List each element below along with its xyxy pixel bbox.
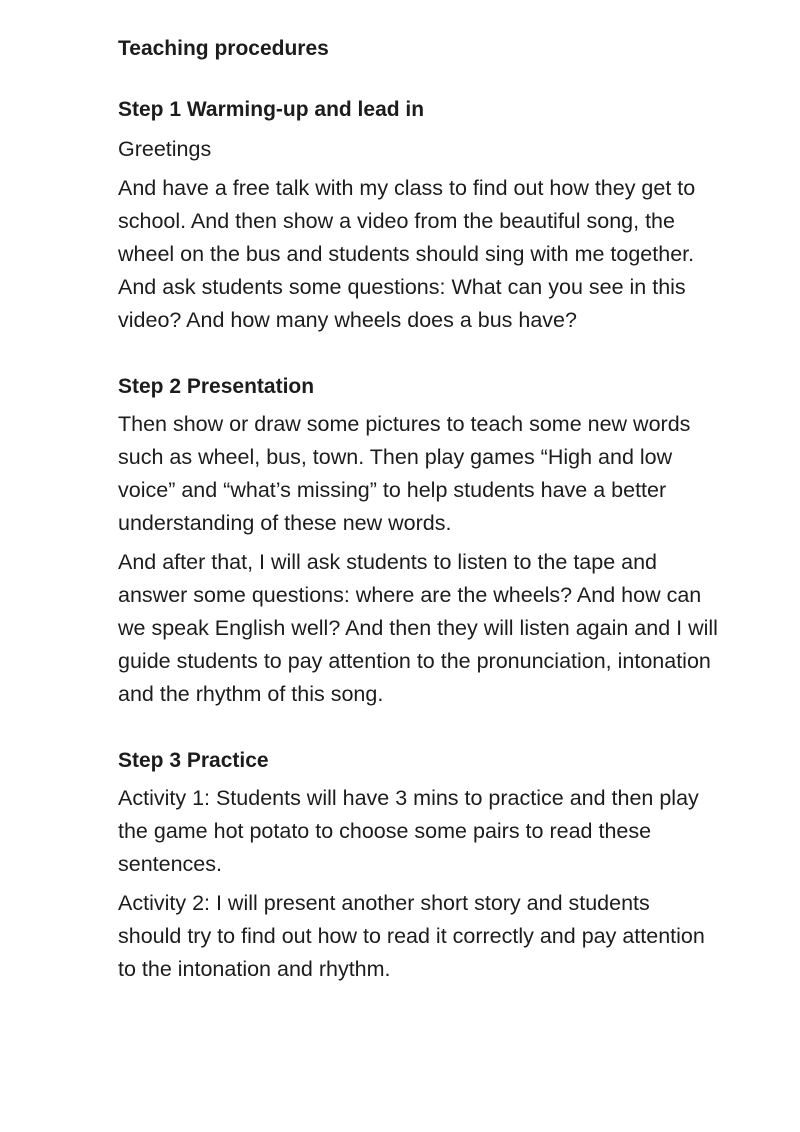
step-1-paragraph: And have a free talk with my class to find out how they get to school. And then show a video from the beautiful song, the wheel on the bus and students should sing with me together. And ask students some questions: What can you see in this video? And how many wheels does a bus have?	[118, 175, 696, 332]
step-2-paragraph: And after that, I will ask students to listen to the tape and answer some questions: where are the wheels? And how can we speak English well? And then they will listen again and I will guide students to pay attention to the pronunciation, intonation and the rhythm of this song.	[118, 549, 718, 706]
document-page	[118, 30, 718, 986]
step-2-section	[118, 373, 718, 711]
step-3-heading: Step 3 Practice	[118, 748, 269, 772]
step-1-heading: Step 1 Warming-up and lead in	[118, 98, 425, 122]
step-3-paragraph: Activity 1: Students will have 3 mins to practice and then play the game hot potato to choose some pairs to read these sentences.	[118, 786, 699, 877]
step-1-section	[118, 96, 718, 336]
step-1-paragraph: Greetings	[118, 136, 212, 161]
step-3-section	[118, 747, 718, 986]
step-2-heading: Step 2 Presentation	[118, 374, 315, 398]
step-3-paragraph: Activity 2: I will present another short story and students should try to find out how to read it correctly and pay attention to the intonation and rhythm.	[118, 891, 705, 982]
document-title: Teaching procedures	[118, 37, 329, 60]
step-2-paragraph: Then show or draw some pictures to teach some new words such as wheel, bus, town. Then play games “High and low voice” and “what’s missing” to help students have a better understanding of these new words.	[118, 411, 691, 535]
